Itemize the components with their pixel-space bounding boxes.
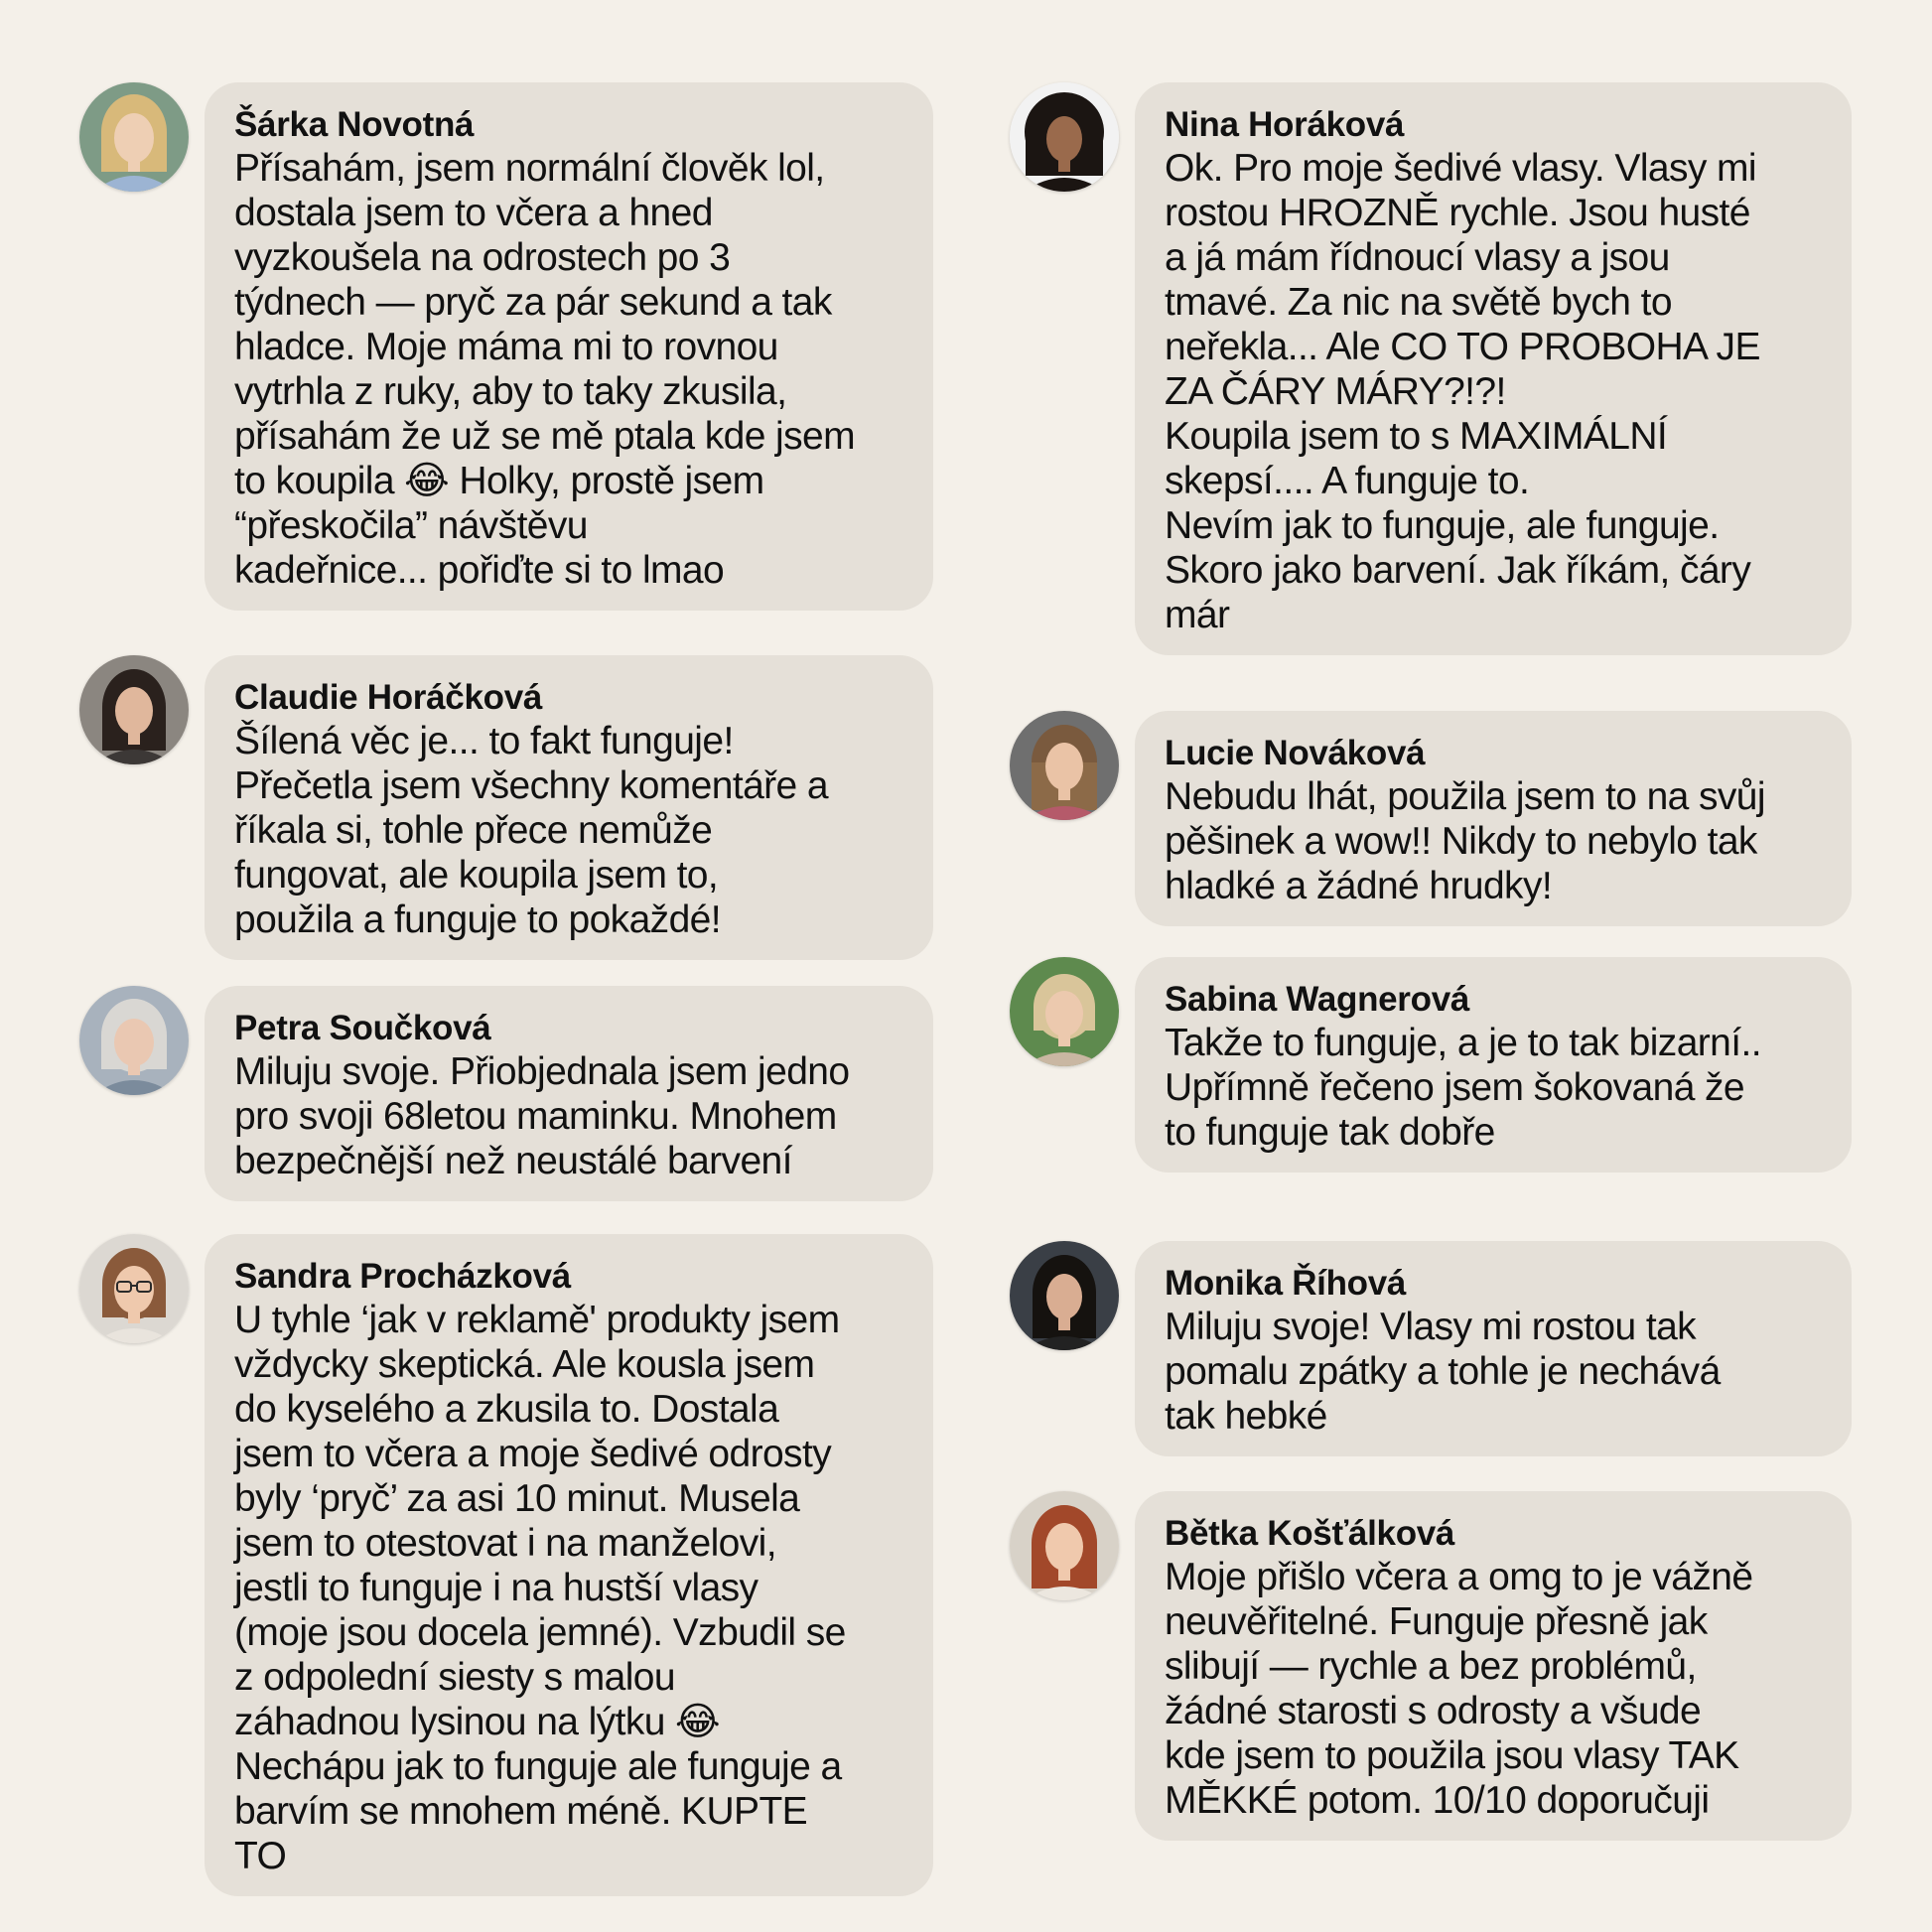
comment-text: Miluju svoje. Přiobjednala jsem jedno pro svoji 68letou maminku. Mnohem bezpečnější než neustálé barvení [234,1050,850,1182]
commenter-name[interactable]: Sabina Wagnerová [1165,980,1470,1019]
avatar-gray-hair-woman-icon[interactable] [79,986,189,1095]
commenter-name[interactable]: Sandra Procházková [234,1257,571,1296]
avatar-black-hair-woman-icon[interactable] [1010,1241,1119,1350]
comment-bubble [205,82,933,611]
avatar-blonde-woman-icon[interactable] [79,82,189,192]
avatar-curly-hair-woman-icon[interactable] [1010,82,1119,192]
commenter-name[interactable]: Šárka Novotná [234,105,475,144]
comment-text: Přísahám, jsem normální člověk lol, dostala jsem to včera a hned vyzkoušela na odrostech po 3 týdnech — pryč za pár sekund a tak hladce. Moje máma mi to rovnou vytrhla z ruky, aby to taky zkusila, přísahám že už se mě ptala kde jsem to koupila 😂 Holky, prostě jsem “přeskočila” návštěvu kadeřnice... pořiďte si to lmao [234,147,855,592]
commenter-name[interactable]: Nina Horáková [1165,105,1405,144]
comment-bubble [205,1234,933,1896]
avatar-short-blonde-woman-icon[interactable] [1010,957,1119,1066]
avatar-long-hair-woman-icon[interactable] [1010,711,1119,820]
commenter-name[interactable]: Monika Říhová [1165,1264,1407,1303]
comment-bubble [1135,82,1852,655]
commenter-name[interactable]: Lucie Nováková [1165,734,1426,772]
comment-bubble [205,986,933,1201]
commenter-name[interactable]: Petra Součková [234,1009,491,1047]
comment-text: Šílená věc je... to fakt funguje! Přečetla jsem všechny komentáře a říkala si, tohle přece nemůže fungovat, ale koupila jsem to, použila a funguje to pokaždé! [234,720,828,941]
comment-text: Miluju svoje! Vlasy mi rostou tak pomalu zpátky a tohle je nechává tak hebké [1165,1306,1721,1438]
commenter-name[interactable]: Claudie Horáčková [234,678,543,717]
comment-text: Takže to funguje, a je to tak bizarní.. Upřímně řečeno jsem šokovaná že to funguje tak dobře [1165,1022,1761,1154]
avatar-glasses-woman-icon[interactable] [79,1234,189,1343]
avatar-red-hair-woman-icon[interactable] [1010,1491,1119,1600]
comment-bubble [205,655,933,960]
avatar-dark-hair-woman-icon[interactable] [79,655,189,764]
comment-text: Ok. Pro moje šedivé vlasy. Vlasy mi rostou HROZNĚ rychle. Jsou husté a já mám řídnoucí vlasy a jsou tmavé. Za nic na světě bych to neřekla... Ale CO TO PROBOHA JE ZA ČÁRY MÁRY?!?! Koupila jsem to s MAXIMÁLNÍ skepsí.... A funguje to. Nevím jak to funguje, ale funguje. Skoro jako barvení. Jak říkám, čáry már [1165,147,1760,636]
comment-text: Nebudu lhát, použila jsem to na svůj pěšinek a wow!! Nikdy to nebylo tak hladké a žádné hrudky! [1165,775,1765,907]
comment-text: U tyhle ‘jak v reklamě' produkty jsem vždycky skeptická. Ale kousla jsem do kyselého a zkusila to. Dostala jsem to včera a moje šedivé odrosty byly ‘pryč’ za asi 10 minut. Musela jsem to otestovat i na manželovi, jestli to funguje i na hustší vlasy (moje jsou docela jemné). Vzbudil se z odpolední siesty s malou záhadnou lysinou na lýtku 😂 Nechápu jak to funguje ale funguje a barvím se mnohem méně. KUPTE TO [234,1299,846,1877]
comment-bubble [1135,1241,1852,1456]
comment-bubble [1135,957,1852,1173]
commenter-name[interactable]: Bětka Košťálková [1165,1514,1455,1553]
comment-text: Moje přišlo včera a omg to je vážně neuvěřitelné. Funguje přesně jak slibují — rychle a bez problémů, žádné starosti s odrosty a všude kde jsem to použila jsou vlasy TAK MĚKKÉ potom. 10/10 doporučuji [1165,1556,1753,1822]
comment-bubble [1135,711,1852,926]
comment-bubble [1135,1491,1852,1841]
